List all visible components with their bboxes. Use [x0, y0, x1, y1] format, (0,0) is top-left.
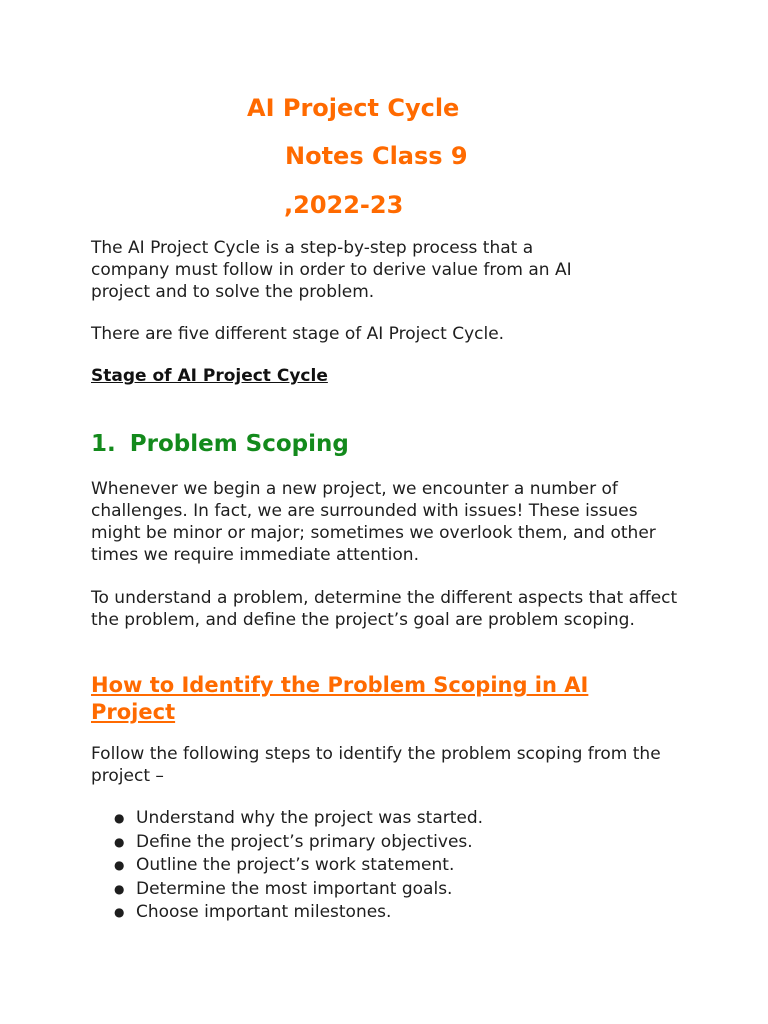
follow-paragraph: Follow the following steps to identify the problem scoping from the project –: [91, 744, 661, 786]
section-title: Problem Scoping: [129, 431, 349, 457]
section-number: 1.: [91, 431, 116, 457]
section-heading: [91, 429, 349, 459]
bullet-icon: ●: [114, 858, 125, 873]
whenever-paragraph: Whenever we begin a new project, we encounter a number of challenges. In fact, we are surrounded with issues! These issues might be minor or major; sometimes we overlook them, and other times we require immediate attention.: [91, 479, 656, 565]
how-to-heading-link[interactable]: How to Identify the Problem Scoping in AI Project: [91, 673, 589, 724]
list-item-text: Determine the most important goals.: [136, 878, 453, 899]
bullet-icon: ●: [114, 881, 125, 896]
document-title-line-2: Notes Class 9: [285, 142, 468, 170]
understand-paragraph: To understand a problem, determine the different aspects that affect the problem, and define the project’s goal are problem scoping.: [91, 588, 678, 630]
list-item-text: Outline the project’s work statement.: [136, 855, 455, 876]
steps-bullet-list: [91, 807, 483, 925]
bullet-icon: ●: [114, 811, 125, 825]
list-item: [91, 901, 483, 925]
list-item-text: Choose important milestones.: [136, 902, 392, 923]
document-title-line-3: ,2022-23: [284, 191, 404, 219]
intro-paragraph: The AI Project Cycle is a step-by-step process that a company must follow in order to derive value from an AI project and to solve the problem.: [91, 238, 572, 302]
list-item: [91, 807, 483, 831]
list-item-text: Define the project’s primary objectives.: [136, 831, 473, 852]
bullet-icon: ●: [114, 905, 125, 920]
bullet-icon: ●: [114, 834, 125, 849]
list-item-text: Understand why the project was started.: [136, 808, 484, 828]
list-item: [91, 831, 483, 855]
list-item: [91, 854, 483, 878]
list-item: [91, 878, 483, 902]
five-stages-paragraph: There are five different stage of AI Project Cycle.: [91, 324, 505, 344]
document-title-line-1: AI Project Cycle: [247, 94, 460, 122]
stage-heading: Stage of AI Project Cycle: [91, 366, 328, 386]
